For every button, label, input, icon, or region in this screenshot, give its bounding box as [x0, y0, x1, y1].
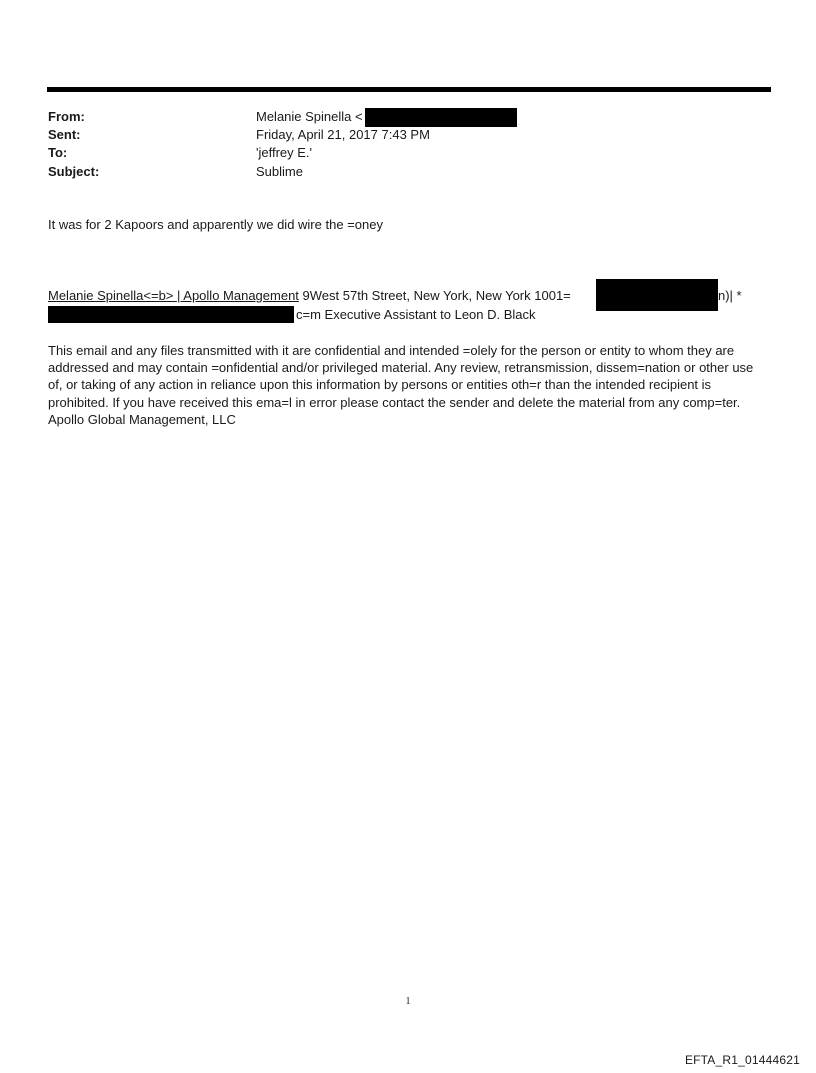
- signature-line-1-tail: n)| *: [718, 288, 742, 303]
- bates-number: EFTA_R1_01444621: [684, 1053, 800, 1067]
- redaction-block: [596, 279, 718, 311]
- signature-line-2: c=m Executive Assistant to Leon D. Black: [296, 307, 536, 322]
- header-divider-rule: [47, 87, 771, 92]
- to-label: To:: [48, 145, 68, 161]
- to-row: [48, 144, 748, 162]
- subject-label: Subject:: [48, 163, 100, 179]
- subject-row: [48, 163, 748, 181]
- sent-value: Friday, April 21, 2017 7:43 PM: [256, 127, 430, 143]
- from-value: [256, 108, 363, 126]
- email-header: [48, 108, 748, 181]
- redaction-block: [48, 306, 294, 323]
- from-row: [48, 108, 748, 126]
- page-number: 1: [405, 996, 411, 1007]
- sent-label: Sent:: [48, 127, 81, 143]
- redaction-block: [365, 108, 517, 127]
- to-value: 'jeffrey E.': [256, 145, 313, 161]
- from-sender-text: Melanie Spinella <: [256, 109, 363, 124]
- signature-line-1: [48, 287, 608, 304]
- subject-value: Sublime: [256, 163, 303, 179]
- signature-address: 9West 57th Street, New York, New York 1001=: [298, 288, 571, 303]
- sent-row: [48, 126, 748, 144]
- confidentiality-disclaimer: This email and any files transmitted with it are confidential and intended =olely for the person or entity to whom they are addressed and may contain =onfidential and/or privileged material. Any review, retransmission, dissem=nation or other use of, or taking of any action in reliance upon this information by persons or entities oth=r than the intended recipient is prohibited. If you have received this ema=l in error please contact the sender and delete the material from any comp=ter. Apollo Global Management, LLC: [48, 343, 754, 427]
- message-body: It was for 2 Kapoors and apparently we did wire the =oney: [48, 217, 383, 232]
- from-label: From:: [48, 109, 85, 124]
- signature-name-link[interactable]: Melanie Spinella<=b> | Apollo Management: [48, 288, 299, 303]
